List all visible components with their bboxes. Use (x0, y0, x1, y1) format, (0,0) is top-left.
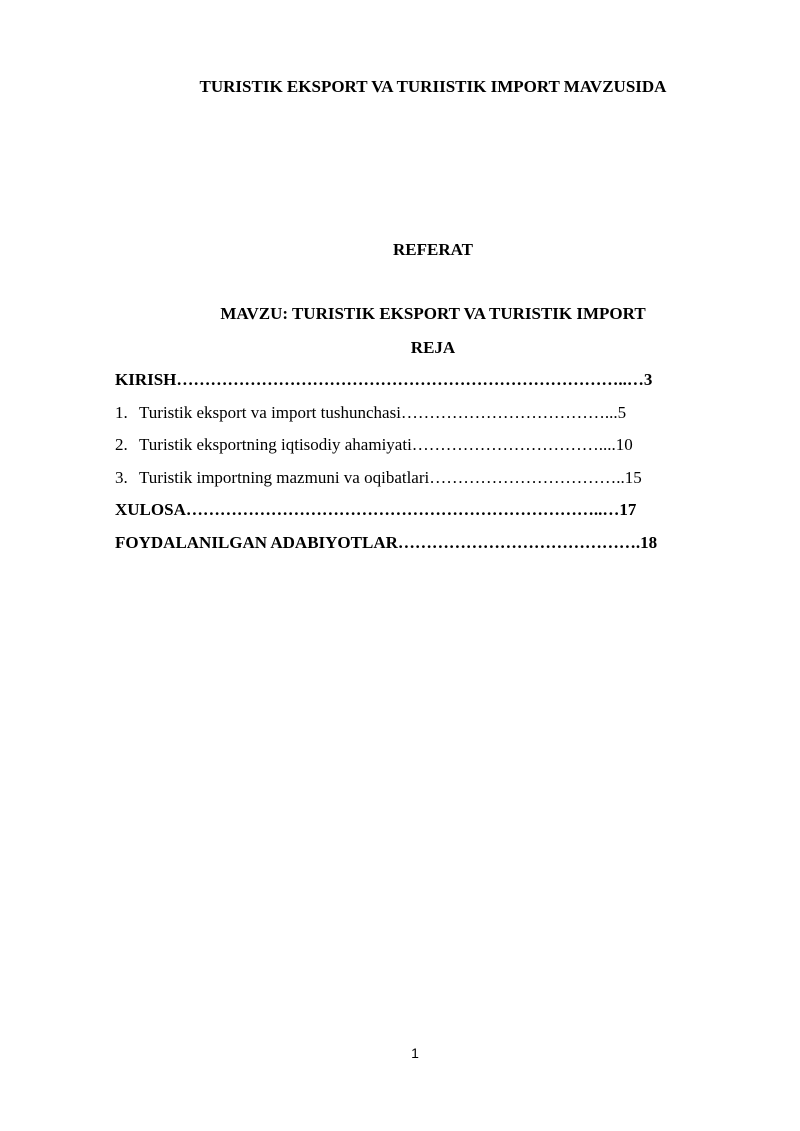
topic-heading: MAVZU: TURISTIK EKSPORT VA TURISTIK IMPORT (220, 304, 646, 323)
table-of-contents (115, 369, 725, 564)
toc-entry-number: 1. (115, 402, 128, 422)
toc-entry-section-3 (115, 467, 725, 500)
toc-entry-section-2 (115, 434, 725, 467)
toc-entry-text: Turistik eksportning iqtisodiy ahamiyati……………………………....10 (139, 435, 633, 454)
toc-entry-references (115, 532, 725, 565)
toc-entry-text: KIRISH……………………………………………………………………..…3 (115, 370, 653, 389)
toc-entry-number: 3. (115, 467, 128, 487)
document-title: TURISTIK EKSPORT VA TURIISTIK IMPORT MAVZUSIDA (199, 77, 667, 96)
plan-heading: REJA (410, 338, 456, 357)
toc-entry-text: Turistik importning mazmuni va oqibatlari……………………………..15 (139, 467, 642, 487)
toc-entry-section-1 (115, 402, 725, 435)
toc-entry-text: Turistik eksport va import tushunchasi………………………………...5 (139, 402, 627, 422)
toc-entry-text: FOYDALANILGAN ADABIYOTLAR…………………………………….18 (115, 532, 658, 552)
toc-entry-kirish (115, 369, 725, 402)
toc-entry-text: XULOSA………………………………………………………………..…17 (115, 500, 637, 519)
toc-entry-number: 2. (115, 435, 128, 454)
page-number: 1 (411, 1045, 419, 1061)
referat-label: REFERAT (393, 240, 473, 259)
toc-entry-xulosa (115, 499, 725, 532)
